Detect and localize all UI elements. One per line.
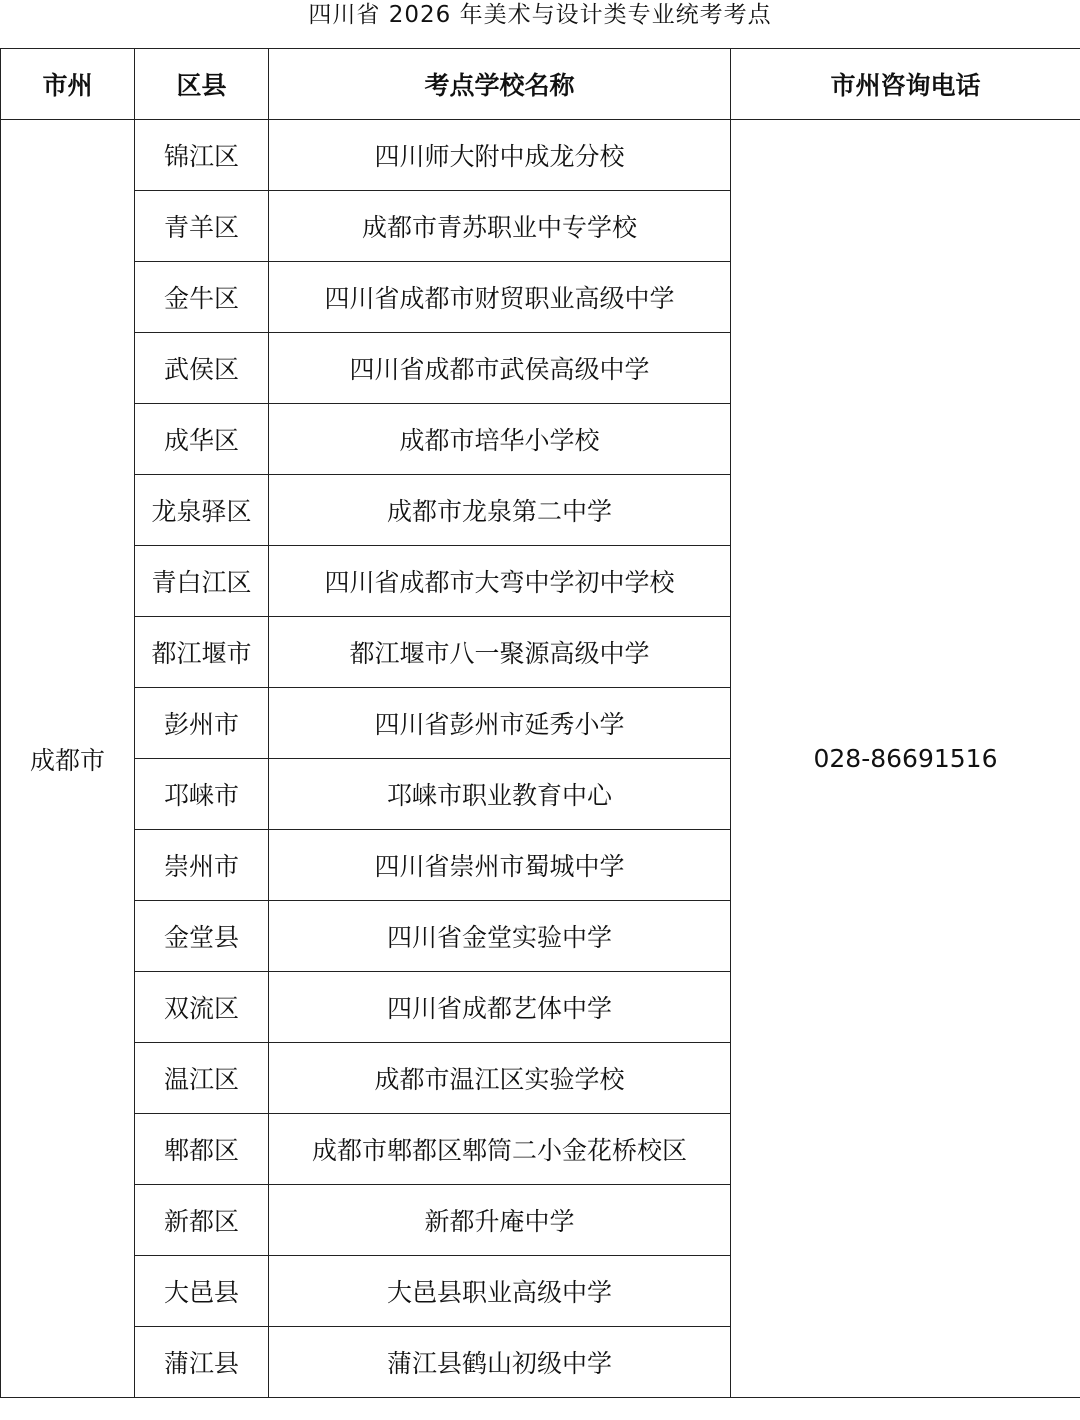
phone-cell: 028-86691516: [731, 120, 1080, 1398]
district-cell: 青白江区: [135, 546, 269, 617]
district-cell: 龙泉驿区: [135, 475, 269, 546]
school-cell: 四川省成都市大弯中学初中学校: [269, 546, 731, 617]
city-cell: 成都市: [1, 120, 135, 1398]
school-cell: 成都市龙泉第二中学: [269, 475, 731, 546]
school-cell: 成都市温江区实验学校: [269, 1043, 731, 1114]
table-header-row: [1, 49, 1080, 120]
district-cell: 金堂县: [135, 901, 269, 972]
district-cell: 成华区: [135, 404, 269, 475]
school-cell: 四川省成都市财贸职业高级中学: [269, 262, 731, 333]
district-cell: 金牛区: [135, 262, 269, 333]
exam-sites-table: [0, 48, 1080, 1398]
district-cell: 锦江区: [135, 120, 269, 191]
school-cell: 新都升庵中学: [269, 1185, 731, 1256]
header-phone: 市州咨询电话: [731, 49, 1080, 120]
school-cell: 成都市培华小学校: [269, 404, 731, 475]
district-cell: 邛崃市: [135, 759, 269, 830]
school-cell: 四川省崇州市蜀城中学: [269, 830, 731, 901]
school-cell: 四川省成都艺体中学: [269, 972, 731, 1043]
district-cell: 郫都区: [135, 1114, 269, 1185]
district-cell: 彭州市: [135, 688, 269, 759]
district-cell: 崇州市: [135, 830, 269, 901]
page-title: 四川省 2026 年美术与设计类专业统考考点: [308, 2, 772, 28]
school-cell: 邛崃市职业教育中心: [269, 759, 731, 830]
table-body: [1, 120, 1080, 1398]
school-cell: 成都市青苏职业中专学校: [269, 191, 731, 262]
school-cell: 四川省彭州市延秀小学: [269, 688, 731, 759]
school-cell: 成都市郫都区郫筒二小金花桥校区: [269, 1114, 731, 1185]
district-cell: 蒲江县: [135, 1327, 269, 1398]
table-row: [1, 120, 1080, 191]
district-cell: 大邑县: [135, 1256, 269, 1327]
district-cell: 新都区: [135, 1185, 269, 1256]
school-cell: 四川省成都市武侯高级中学: [269, 333, 731, 404]
school-cell: 四川省金堂实验中学: [269, 901, 731, 972]
district-cell: 温江区: [135, 1043, 269, 1114]
header-district: 区县: [135, 49, 269, 120]
district-cell: 双流区: [135, 972, 269, 1043]
header-city: 市州: [1, 49, 135, 120]
district-cell: 青羊区: [135, 191, 269, 262]
school-cell: 大邑县职业高级中学: [269, 1256, 731, 1327]
header-school: 考点学校名称: [269, 49, 731, 120]
school-cell: 都江堰市八一聚源高级中学: [269, 617, 731, 688]
district-cell: 武侯区: [135, 333, 269, 404]
school-cell: 四川师大附中成龙分校: [269, 120, 731, 191]
school-cell: 蒲江县鹤山初级中学: [269, 1327, 731, 1398]
district-cell: 都江堰市: [135, 617, 269, 688]
